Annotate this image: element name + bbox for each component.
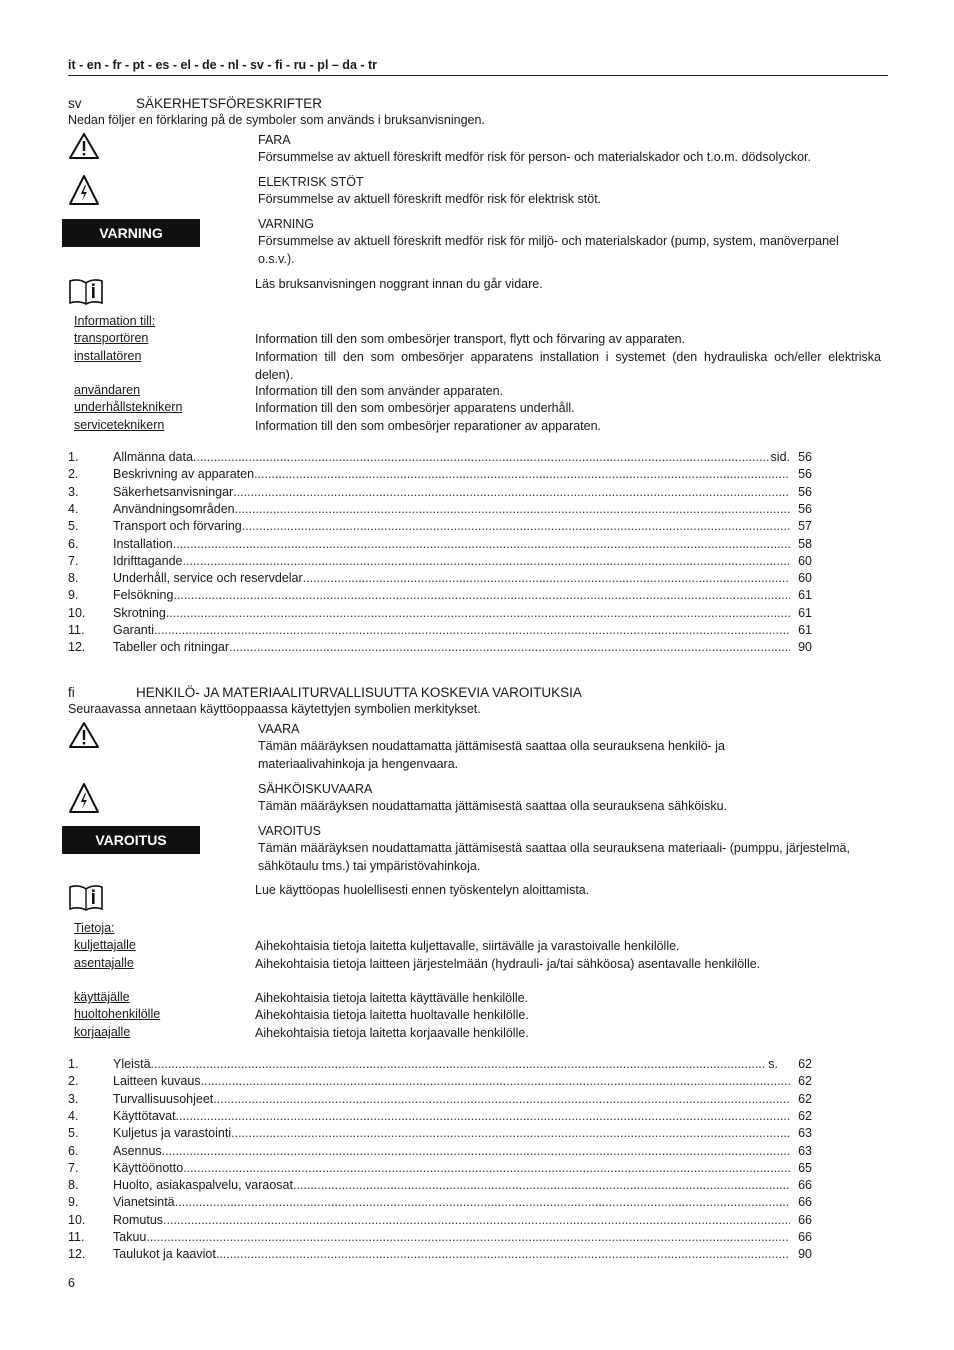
role-name: kuljettajalle bbox=[74, 938, 136, 952]
toc-row bbox=[68, 571, 812, 588]
toc-row bbox=[68, 606, 812, 623]
toc-number: 7. bbox=[68, 1160, 79, 1175]
toc-page: 61 bbox=[798, 623, 812, 637]
toc-page-label: sid. bbox=[770, 450, 790, 464]
toc-number: 5. bbox=[68, 1126, 79, 1141]
toc-title: Garanti bbox=[113, 623, 154, 637]
manual-book-icon bbox=[68, 277, 104, 308]
electric-text: Försummelse av aktuell föreskrift medför risk för elektrisk stöt. bbox=[258, 192, 602, 206]
toc-title: Beskrivning av apparaten bbox=[113, 467, 255, 482]
section-title bbox=[68, 685, 582, 700]
toc-page: 57 bbox=[798, 519, 812, 534]
toc-title: Huolto, asiakaspalvelu, varaosat bbox=[113, 1178, 293, 1193]
toc-title: Kuljetus ja varastointi bbox=[113, 1126, 232, 1141]
toc-title: Allmänna data bbox=[113, 450, 193, 464]
toc-number: 10. bbox=[68, 1212, 86, 1227]
toc-page: 65 bbox=[798, 1160, 812, 1175]
toc-row bbox=[68, 519, 812, 536]
section-intro: Nedan följer en förklaring på de symboler som används i bruksanvisningen. bbox=[68, 113, 485, 127]
manual-text: Läs bruksanvisningen noggrant innan du går vidare. bbox=[255, 277, 543, 291]
section-heading: SÄKERHETSFÖRESKRIFTER bbox=[136, 96, 323, 111]
toc-page: 62 bbox=[798, 1057, 812, 1071]
toc-title: Taulukot ja kaaviot bbox=[113, 1247, 216, 1262]
electric-label: ELEKTRISK STÖT bbox=[258, 175, 364, 189]
toc-row bbox=[68, 1092, 812, 1109]
toc-title: Käyttötavat bbox=[113, 1108, 176, 1123]
role-desc: Information till den som ombesörjer transport, flytt och förvaring av apparaten. bbox=[255, 332, 686, 346]
toc-number: 8. bbox=[68, 1178, 79, 1193]
toc-row bbox=[68, 537, 812, 554]
role-desc: Aihekohtaisia tietoja laitetta huoltavalle henkilölle. bbox=[255, 1008, 529, 1022]
language-code: fi bbox=[68, 685, 75, 700]
toc-page: 61 bbox=[798, 605, 812, 620]
toc-title: Säkerhetsanvisningar bbox=[113, 484, 234, 499]
toc-title: Idrifttagande bbox=[113, 553, 183, 568]
toc-page: 66 bbox=[798, 1178, 812, 1193]
toc-title: Laitteen kuvaus bbox=[113, 1074, 201, 1089]
toc-number: 2. bbox=[68, 1074, 79, 1089]
toc-title: Transport och förvaring bbox=[113, 519, 242, 534]
warning-badge: VAROITUS bbox=[62, 826, 200, 854]
electric-shock-icon bbox=[68, 782, 100, 817]
roles-title: Tietoja: bbox=[74, 921, 115, 935]
toc-title: Underhåll, service och reservdelar bbox=[113, 571, 303, 586]
toc-row bbox=[68, 502, 812, 519]
electric-text: Tämän määräyksen noudattamatta jättämisestä saattaa olla seurauksena sähköisku. bbox=[258, 799, 728, 813]
warning-badge: VARNING bbox=[62, 219, 200, 247]
toc-page: 56 bbox=[798, 467, 812, 482]
role-name: serviceteknikern bbox=[74, 418, 165, 432]
toc-row bbox=[68, 1144, 812, 1161]
toc-row bbox=[68, 1178, 812, 1195]
section-title bbox=[68, 96, 322, 111]
toc-row bbox=[68, 623, 812, 640]
danger-text: Försummelse av aktuell föreskrift medför risk för person- och materialskador och t.o.m. dödsolyckor. bbox=[258, 150, 811, 164]
toc-row bbox=[68, 1213, 812, 1230]
role-name: underhållsteknikern bbox=[74, 400, 183, 414]
toc-number: 4. bbox=[68, 501, 79, 516]
toc-row bbox=[68, 467, 812, 484]
toc-number: 6. bbox=[68, 536, 79, 551]
toc-number: 12. bbox=[68, 640, 86, 655]
toc-number: 3. bbox=[68, 484, 79, 499]
section-intro: Seuraavassa annetaan käyttöoppaassa käytettyjen symbolien merkitykset. bbox=[68, 702, 481, 716]
toc-page: 90 bbox=[798, 640, 812, 655]
toc-row bbox=[68, 1247, 812, 1264]
danger-label: FARA bbox=[258, 133, 291, 147]
toc-page: 63 bbox=[798, 1126, 812, 1141]
toc-page: 56 bbox=[798, 501, 812, 516]
toc-row bbox=[68, 588, 812, 605]
manual-text: Lue käyttöopas huolellisesti ennen työskentelyn aloittamista. bbox=[255, 883, 590, 897]
toc-title: Installation bbox=[113, 536, 173, 551]
toc-number: 4. bbox=[68, 1108, 79, 1123]
toc-page: 58 bbox=[798, 536, 812, 551]
role-desc: Information till den som ombesörjer reparationer av apparaten. bbox=[255, 419, 602, 433]
toc-title: Takuu bbox=[113, 1230, 147, 1244]
toc-page: 60 bbox=[798, 553, 812, 568]
role-name: käyttäjälle bbox=[74, 990, 130, 1004]
toc-number: 7. bbox=[68, 553, 79, 568]
toc-number: 1. bbox=[68, 1057, 79, 1071]
toc-row bbox=[68, 450, 812, 467]
toc-number: 11. bbox=[68, 1230, 85, 1244]
role-desc: Aihekohtaisia tietoja laitetta kuljettavalle, siirtävälle ja varastoivalle henkilölle. bbox=[255, 939, 680, 953]
role-name: korjaajalle bbox=[74, 1025, 131, 1039]
toc-page-label: s. bbox=[768, 1057, 778, 1071]
warning-label: VAROITUS bbox=[258, 824, 321, 838]
toc-title: Tabeller och ritningar bbox=[113, 640, 230, 655]
page-number: 6 bbox=[68, 1276, 75, 1290]
toc-page: 63 bbox=[798, 1143, 812, 1158]
section-heading: HENKILÖ- JA MATERIAALITURVALLISUUTTA KOSKEVIA VAROITUKSIA bbox=[136, 685, 582, 700]
role-name: asentajalle bbox=[74, 956, 134, 970]
toc-title: Romutus bbox=[113, 1212, 164, 1227]
toc-number: 2. bbox=[68, 467, 79, 482]
toc-row bbox=[68, 1195, 812, 1212]
toc-number: 3. bbox=[68, 1091, 79, 1106]
role-name: transportören bbox=[74, 331, 149, 345]
toc-number: 10. bbox=[68, 605, 86, 620]
toc-page: 66 bbox=[798, 1230, 812, 1244]
toc-row bbox=[68, 1109, 812, 1126]
toc-row bbox=[68, 1230, 812, 1247]
toc-title: Skrotning bbox=[113, 605, 166, 620]
role-desc: Aihekohtaisia tietoja laitteen järjestelmään (hydrauli- ja/tai sähköosa) asentavalle henkilölle. bbox=[255, 957, 761, 971]
toc-row bbox=[68, 1126, 812, 1143]
toc-title: Käyttöönotto bbox=[113, 1160, 184, 1175]
toc-title: Vianetsintä bbox=[113, 1195, 175, 1210]
toc-number: 12. bbox=[68, 1247, 86, 1262]
toc-row bbox=[68, 1057, 812, 1074]
toc-row bbox=[68, 554, 812, 571]
toc-page: 66 bbox=[798, 1195, 812, 1210]
toc-page: 62 bbox=[798, 1074, 812, 1089]
role-name: huoltohenkilölle bbox=[74, 1007, 161, 1021]
electric-shock-icon bbox=[68, 174, 100, 209]
toc-number: 9. bbox=[68, 1195, 79, 1210]
toc-page: 61 bbox=[798, 588, 812, 603]
toc-row bbox=[68, 640, 812, 657]
danger-text: Tämän määräyksen noudattamatta jättämisestä saattaa olla seurauksena henkilö- ja materiaalivahinkoja ja hengenvaara. bbox=[258, 739, 725, 771]
danger-triangle-icon bbox=[68, 132, 100, 163]
warning-text: Tämän määräyksen noudattamatta jättämisestä saattaa olla seurauksena materiaali- (pumppu, järjestelmä, sähkötaulu tms.) tai ympäristövahinkoja. bbox=[258, 841, 850, 873]
roles-title: Information till: bbox=[74, 314, 156, 328]
electric-label: SÄHKÖISKUVAARA bbox=[258, 782, 373, 796]
toc-number: 6. bbox=[68, 1143, 79, 1158]
toc-page: 90 bbox=[798, 1247, 812, 1262]
toc-title: Felsökning bbox=[113, 588, 174, 603]
toc-row bbox=[68, 1074, 812, 1091]
toc-row bbox=[68, 485, 812, 502]
warning-label: VARNING bbox=[258, 217, 315, 231]
toc-number: 5. bbox=[68, 519, 79, 534]
role-desc: Aihekohtaisia tietoja laitetta käyttävälle henkilölle. bbox=[255, 991, 529, 1005]
toc-page: 60 bbox=[798, 571, 812, 586]
danger-triangle-icon bbox=[68, 721, 100, 752]
toc-page: 56 bbox=[798, 450, 812, 464]
role-desc: Information till den som använder apparaten. bbox=[255, 384, 504, 398]
toc-title: Yleistä bbox=[113, 1057, 151, 1071]
toc-number: 1. bbox=[68, 450, 79, 464]
role-desc: Information till den som ombesörjer apparatens underhåll. bbox=[255, 401, 575, 415]
language-header: it - en - fr - pt - es - el - de - nl - sv - fi - ru - pl – da - tr bbox=[68, 58, 888, 76]
toc-page: 62 bbox=[798, 1108, 812, 1123]
warning-text: Försummelse av aktuell föreskrift medför risk för miljö- och materialskador (pump, system, manöverpanel o.s.v.). bbox=[258, 234, 839, 266]
toc-page: 56 bbox=[798, 484, 812, 499]
toc-title: Turvallisuusohjeet bbox=[113, 1091, 214, 1106]
role-desc: Aihekohtaisia tietoja laitetta korjaavalle henkilölle. bbox=[255, 1026, 529, 1040]
toc-number: 11. bbox=[68, 623, 85, 637]
toc-number: 8. bbox=[68, 571, 79, 586]
toc-title: Asennus bbox=[113, 1143, 162, 1158]
manual-book-icon bbox=[68, 883, 104, 914]
toc-number: 9. bbox=[68, 588, 79, 603]
toc-page: 62 bbox=[798, 1091, 812, 1106]
toc-page: 66 bbox=[798, 1212, 812, 1227]
role-desc: Information till den som ombesörjer apparatens installation i systemet (den hydrauliska och/eller elektriska delen). bbox=[255, 350, 881, 382]
danger-label: VAARA bbox=[258, 722, 300, 736]
language-code: sv bbox=[68, 96, 82, 111]
role-name: användaren bbox=[74, 383, 141, 397]
role-name: installatören bbox=[74, 349, 142, 363]
toc-row bbox=[68, 1161, 812, 1178]
toc-title: Användningsområden bbox=[113, 501, 235, 516]
